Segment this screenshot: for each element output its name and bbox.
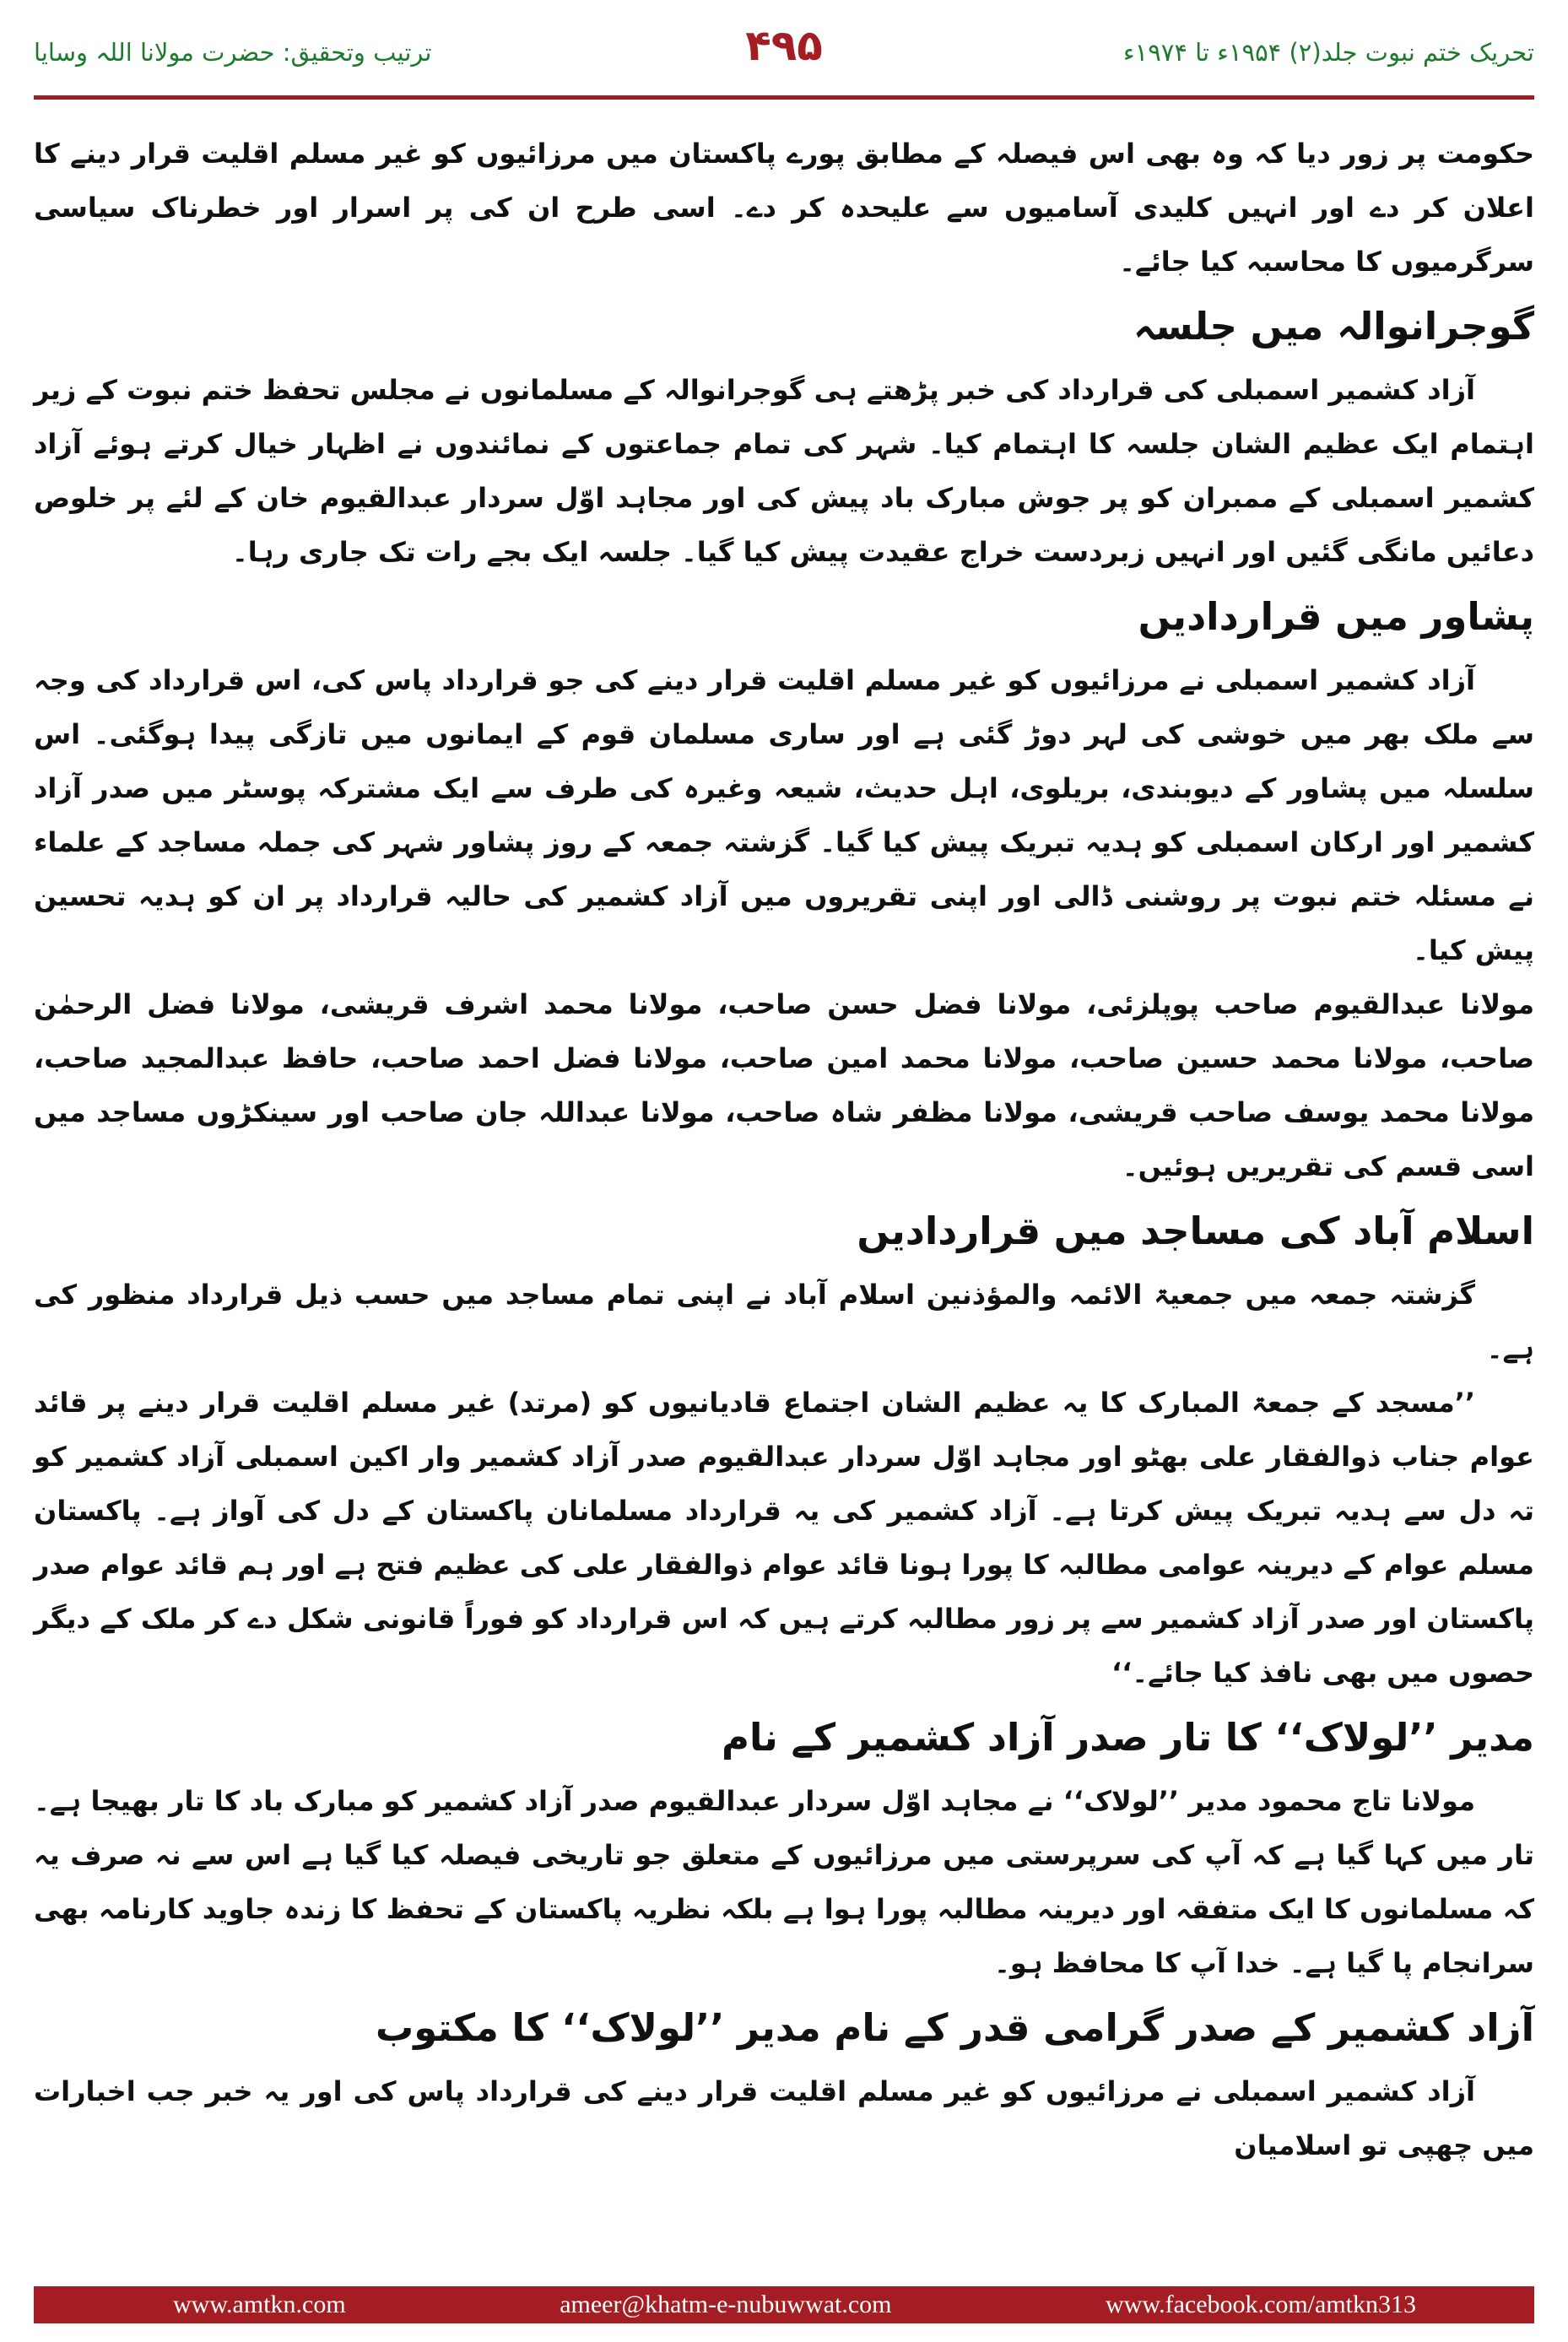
resolution-quote: ’’مسجد کے جمعۃ المبارک کا یہ عظیم الشان اجتماع قادیانیوں کو (مرتد) غیر مسلم اقلیت قرار دینے پر قائد عوام جناب ذوالفقار علی بھٹو اور مجاہد اوّل سردار عبدالقیوم صدر آزاد کشمیر وار اکین اسمبلی آزاد کشمیر کو تہ دل سے ہدیہ تبریک پیش کرتا ہے۔ آزاد کشمیر کی یہ قرارداد مسلمانان پاکستان کے دل کی آواز ہے۔ پاکستان مسلم عوام کے دیرینہ عوامی مطالبہ کا پورا ہونا قائد عوام ذوالفقار علی کی عظیم فتح ہے اور ہم قائد عوام صدر پاکستان اور صدر آزاد کشمیر سے پر زور مطالبہ کرتے ہیں کہ اس قرارداد کو فوراً قانونی شکل دے کر ملک کے دیگر حصوں میں بھی نافذ کیا جائے۔‘‘ [34,1387,1534,1689]
paragraph: مولانا عبدالقیوم صاحب پوپلزئی، مولانا فضل حسن صاحب، مولانا محمد اشرف قریشی، مولانا فضل الرحمٰن صاحب، مولانا محمد حسین صاحب، مولانا محمد امین صاحب، مولانا فضل احمد صاحب، حافظ عبدالمجید صاحب، مولانا محمد یوسف صاحب قریشی، مولانا مظفر شاہ صاحب، مولانا عبداللہ جان صاحب اور سینکڑوں مساجد میں اسی قسم کی تقریریں ہوئیں۔ [34,988,1534,1182]
website-link[interactable]: www.amtkn.com [173,2291,346,2318]
paragraph: آزاد کشمیر اسمبلی نے مرزائیوں کو غیر مسلم اقلیت قرار دینے کی قرارداد پاس کی اور یہ خبر جب اخبارات میں چھپی تو اسلامیان [34,2075,1534,2161]
section-heading: آزاد کشمیر کے صدر گرامی قدر کے نام مدیر ’’لولاک‘‘ کا مکتوب [376,2005,1534,2050]
book-title: تحریک ختم نبوت جلد(۲) ۱۹۵۴ء تا ۱۹۷۴ء [1123,38,1534,67]
header-divider [34,95,1534,100]
facebook-link[interactable]: www.facebook.com/amtkn313 [1106,2291,1416,2318]
paragraph: آزاد کشمیر اسمبلی نے مرزائیوں کو غیر مسلم اقلیت قرار دینے کی جو قرارداد پاس کی، اس قرارداد کی وجہ سے ملک بھر میں خوشی کی لہر دوڑ گئی ہے اور ساری مسلمان قوم کے ایمانوں میں تازگی پیدا ہوگئی۔ اس سلسلہ میں پشاور کے دیوبندی، بریلوی، اہل حدیث، شیعہ وغیرہ کی طرف سے ایک مشترکہ پوسٹر میں صدر آزاد کشمیر اور ارکان اسمبلی کو ہدیہ تبریک پیش کیا گیا۔ گزشتہ جمعہ کے روز پشاور شہر کی جملہ مساجد کے علماء نے مسئلہ ختم نبوت پر روشنی ڈالی اور اپنی تقریروں میں آزاد کشمیر کی حالیہ قرارداد پر ان کو ہدیہ تحسین پیش کیا۔ [34,664,1535,966]
document-body [34,127,1534,2266]
editor-credit: ترتیب وتحقیق: حضرت مولانا اللہ وسایا [34,38,432,67]
page-header [34,21,1534,89]
section-heading: مدیر ’’لولاک‘‘ کا تار صدر آزاد کشمیر کے نام [722,1715,1534,1760]
section-heading: گوجرانوالہ میں جلسہ [1133,304,1534,349]
page-footer [34,2286,1534,2323]
paragraph: مولانا تاج محمود مدیر ’’لولاک‘‘ نے مجاہد اوّل سردار عبدالقیوم صدر آزاد کشمیر کو مبارک باد کا تار بھیجا ہے۔ تار میں کہا گیا ہے کہ آپ کی سرپرستی میں مرزائیوں کے متعلق جو تاریخی فیصلہ کیا گیا ہے اس سے نہ صرف یہ کہ مسلمانوں کا ایک متفقہ اور دیرینہ مطالبہ پورا ہوا ہے بلکہ نظریہ پاکستان کے تحفظ کا زندہ جاوید کارنامہ بھی سرانجام پا گیا ہے۔ خدا آپ کا محافظ ہو۔ [34,1785,1535,1979]
paragraph: آزاد کشمیر اسمبلی کی قرارداد کی خبر پڑھتے ہی گوجرانوالہ کے مسلمانوں نے مجلس تحفظ ختم نبوت کے زیر اہتمام ایک عظیم الشان جلسہ کا اہتمام کیا۔ شہر کی تمام جماعتوں کے نمائندوں نے اظہار خیال کرتے ہوئے آزاد کشمیر اسمبلی کے ممبران کو پر جوش مبارک باد پیش کی اور مجاہد اوّل سردار عبدالقیوم خان کے لئے پر خلوص دعائیں مانگی گئیں اور انہیں زبردست خراج عقیدت پیش کیا گیا۔ جلسہ ایک بجے رات تک جاری رہا۔ [34,374,1534,568]
paragraph: گزشتہ جمعہ میں جمعیۃ الائمہ والمؤذنین اسلام آباد نے اپنی تمام مساجد میں حسب ذیل قرارداد منظور کی ہے۔ [34,1279,1534,1365]
paragraph: حکومت پر زور دیا کہ وہ بھی اس فیصلہ کے مطابق پورے پاکستان میں مرزائیوں کو غیر مسلم اقلیت قرار دینے کا اعلان کر دے اور انہیں کلیدی آسامیوں سے علیحدہ کر دے۔ اسی طرح ان کی پر اسرار اور خطرناک سیاسی سرگرمیوں کا محاسبہ کیا جائے۔ [34,138,1534,278]
page-number: ۴۹۵ [745,21,823,70]
section-heading: اسلام آباد کی مساجد میں قراردادیں [857,1209,1534,1253]
section-heading: پشاور میں قراردادیں [1138,594,1534,639]
email-link[interactable]: ameer@khatm-e-nubuwwat.com [560,2291,892,2318]
